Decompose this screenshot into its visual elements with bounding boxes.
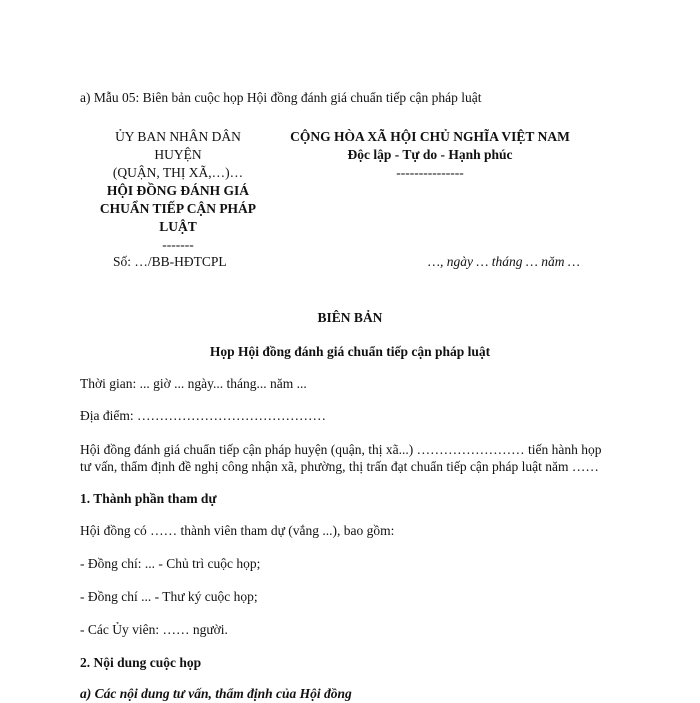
meeting-place: Địa điểm: …………………………………… xyxy=(80,408,326,423)
members-line: Hội đồng có …… thành viên tham dự (vắng ...), bao gồm: xyxy=(80,523,395,538)
authority-line-3: (QUẬN, THỊ XÃ,…)… xyxy=(112,165,244,180)
document-title: BIÊN BẢN xyxy=(317,310,383,325)
national-header-block xyxy=(270,128,590,182)
intro-paragraph-line-2: tư vấn, thẩm định đề nghị công nhận xã, phường, thị trấn đạt chuẩn tiếp cận pháp luật năm …… xyxy=(80,459,599,474)
council-name-line-2: CHUẨN TIẾP CẬN PHÁP xyxy=(99,201,257,216)
council-name-line-3: LUẬT xyxy=(159,219,197,234)
section-1-heading: 1. Thành phần tham dự xyxy=(80,491,217,506)
section-2a-heading: a) Các nội dung tư vấn, thẩm định của Hội đồng xyxy=(80,686,352,701)
document-subtitle: Họp Hội đồng đánh giá chuẩn tiếp cận pháp luật xyxy=(209,344,491,359)
authority-line-1: ỦY BAN NHÂN DÂN xyxy=(115,129,241,144)
intro-paragraph-line-1: Hội đồng đánh giá chuẩn tiếp cận pháp huyện (quận, thị xã...) …………………… tiến hành họp xyxy=(80,442,602,457)
chair-line: - Đồng chí: ... - Chủ trì cuộc họp; xyxy=(80,556,261,571)
right-divider: --------------- xyxy=(396,165,464,180)
issuing-authority-block xyxy=(88,128,268,254)
date-line: …, ngày … tháng … năm … xyxy=(428,254,580,269)
council-name-line-1: HỘI ĐỒNG ĐÁNH GIÁ xyxy=(106,183,250,198)
authority-line-2: HUYỆN xyxy=(154,147,202,162)
secretary-line: - Đồng chí ... - Thư ký cuộc họp; xyxy=(80,589,258,604)
nation-name: CỘNG HÒA XÃ HỘI CHỦ NGHĨA VIỆT NAM xyxy=(290,129,570,144)
section-2-heading: 2. Nội dung cuộc họp xyxy=(80,655,202,670)
meeting-time: Thời gian: ... giờ ... ngày... tháng... năm ... xyxy=(80,376,307,391)
left-divider: ------- xyxy=(162,237,194,252)
header-caption: a) Mẫu 05: Biên bản cuộc họp Hội đồng đánh giá chuẩn tiếp cận pháp luật xyxy=(80,90,482,105)
national-motto: Độc lập - Tự do - Hạnh phúc xyxy=(347,147,513,162)
document-number: Số: …/BB-HĐTCPL xyxy=(113,254,227,269)
commissioners-line: - Các Ủy viên: …… người. xyxy=(80,622,228,637)
